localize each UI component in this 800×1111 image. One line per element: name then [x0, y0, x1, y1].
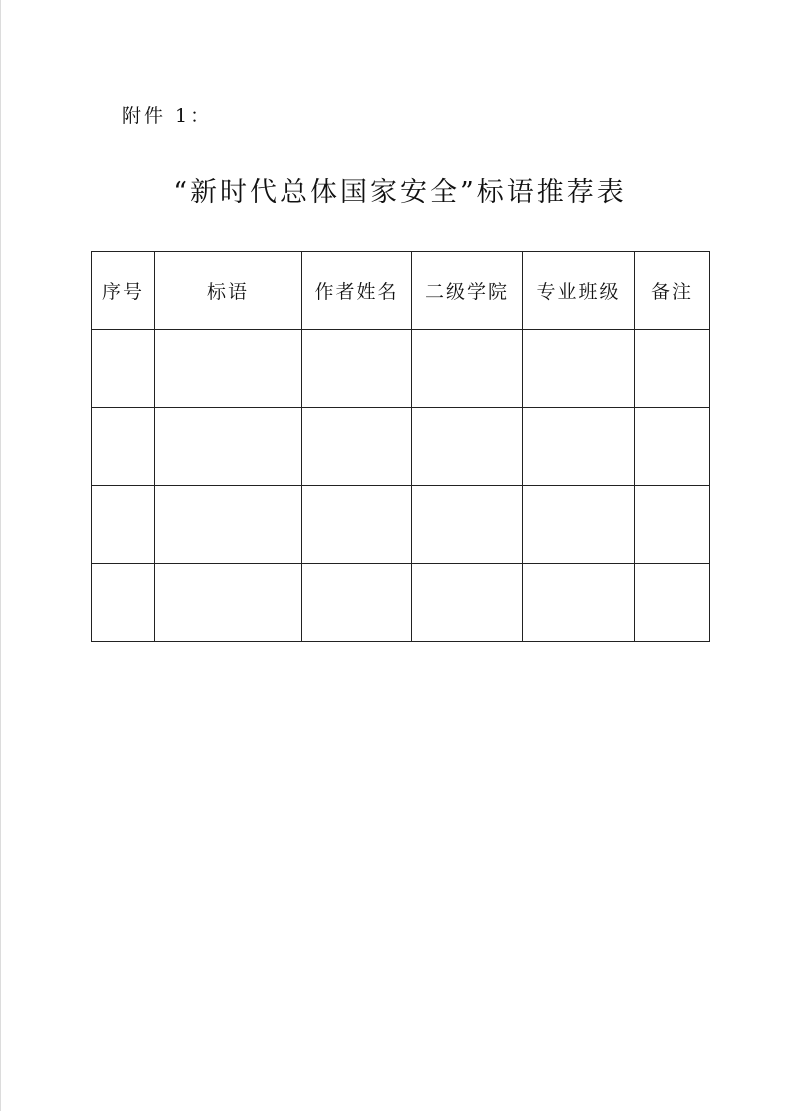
table-row — [92, 330, 710, 408]
cell-remarks[interactable] — [635, 486, 710, 564]
cell-remarks[interactable] — [635, 408, 710, 486]
cell-slogan[interactable] — [155, 330, 302, 408]
table-row — [92, 486, 710, 564]
header-college: 二级学院 — [412, 252, 523, 330]
header-remarks: 备注 — [635, 252, 710, 330]
header-serial-number: 序号 — [92, 252, 155, 330]
cell-major-class[interactable] — [523, 486, 635, 564]
table-header-row — [92, 252, 710, 330]
cell-slogan[interactable] — [155, 408, 302, 486]
cell-serial-number[interactable] — [92, 408, 155, 486]
cell-slogan[interactable] — [155, 486, 302, 564]
table-row — [92, 564, 710, 642]
cell-college[interactable] — [412, 564, 523, 642]
cell-remarks[interactable] — [635, 330, 710, 408]
cell-author-name[interactable] — [302, 564, 412, 642]
cell-author-name[interactable] — [302, 330, 412, 408]
cell-major-class[interactable] — [523, 564, 635, 642]
header-slogan: 标语 — [155, 252, 302, 330]
recommendation-table — [91, 251, 710, 642]
document-title: “新时代总体国家安全”标语推荐表 — [173, 177, 627, 208]
cell-college[interactable] — [412, 486, 523, 564]
cell-serial-number[interactable] — [92, 486, 155, 564]
page-edge — [0, 0, 1, 1111]
table-row — [92, 408, 710, 486]
attachment-label: 附件 1： — [122, 105, 213, 127]
cell-major-class[interactable] — [523, 330, 635, 408]
cell-major-class[interactable] — [523, 408, 635, 486]
cell-slogan[interactable] — [155, 564, 302, 642]
cell-serial-number[interactable] — [92, 330, 155, 408]
cell-author-name[interactable] — [302, 408, 412, 486]
header-author-name: 作者姓名 — [302, 252, 412, 330]
cell-remarks[interactable] — [635, 564, 710, 642]
cell-author-name[interactable] — [302, 486, 412, 564]
cell-college[interactable] — [412, 408, 523, 486]
cell-serial-number[interactable] — [92, 564, 155, 642]
header-major-class: 专业班级 — [523, 252, 635, 330]
cell-college[interactable] — [412, 330, 523, 408]
